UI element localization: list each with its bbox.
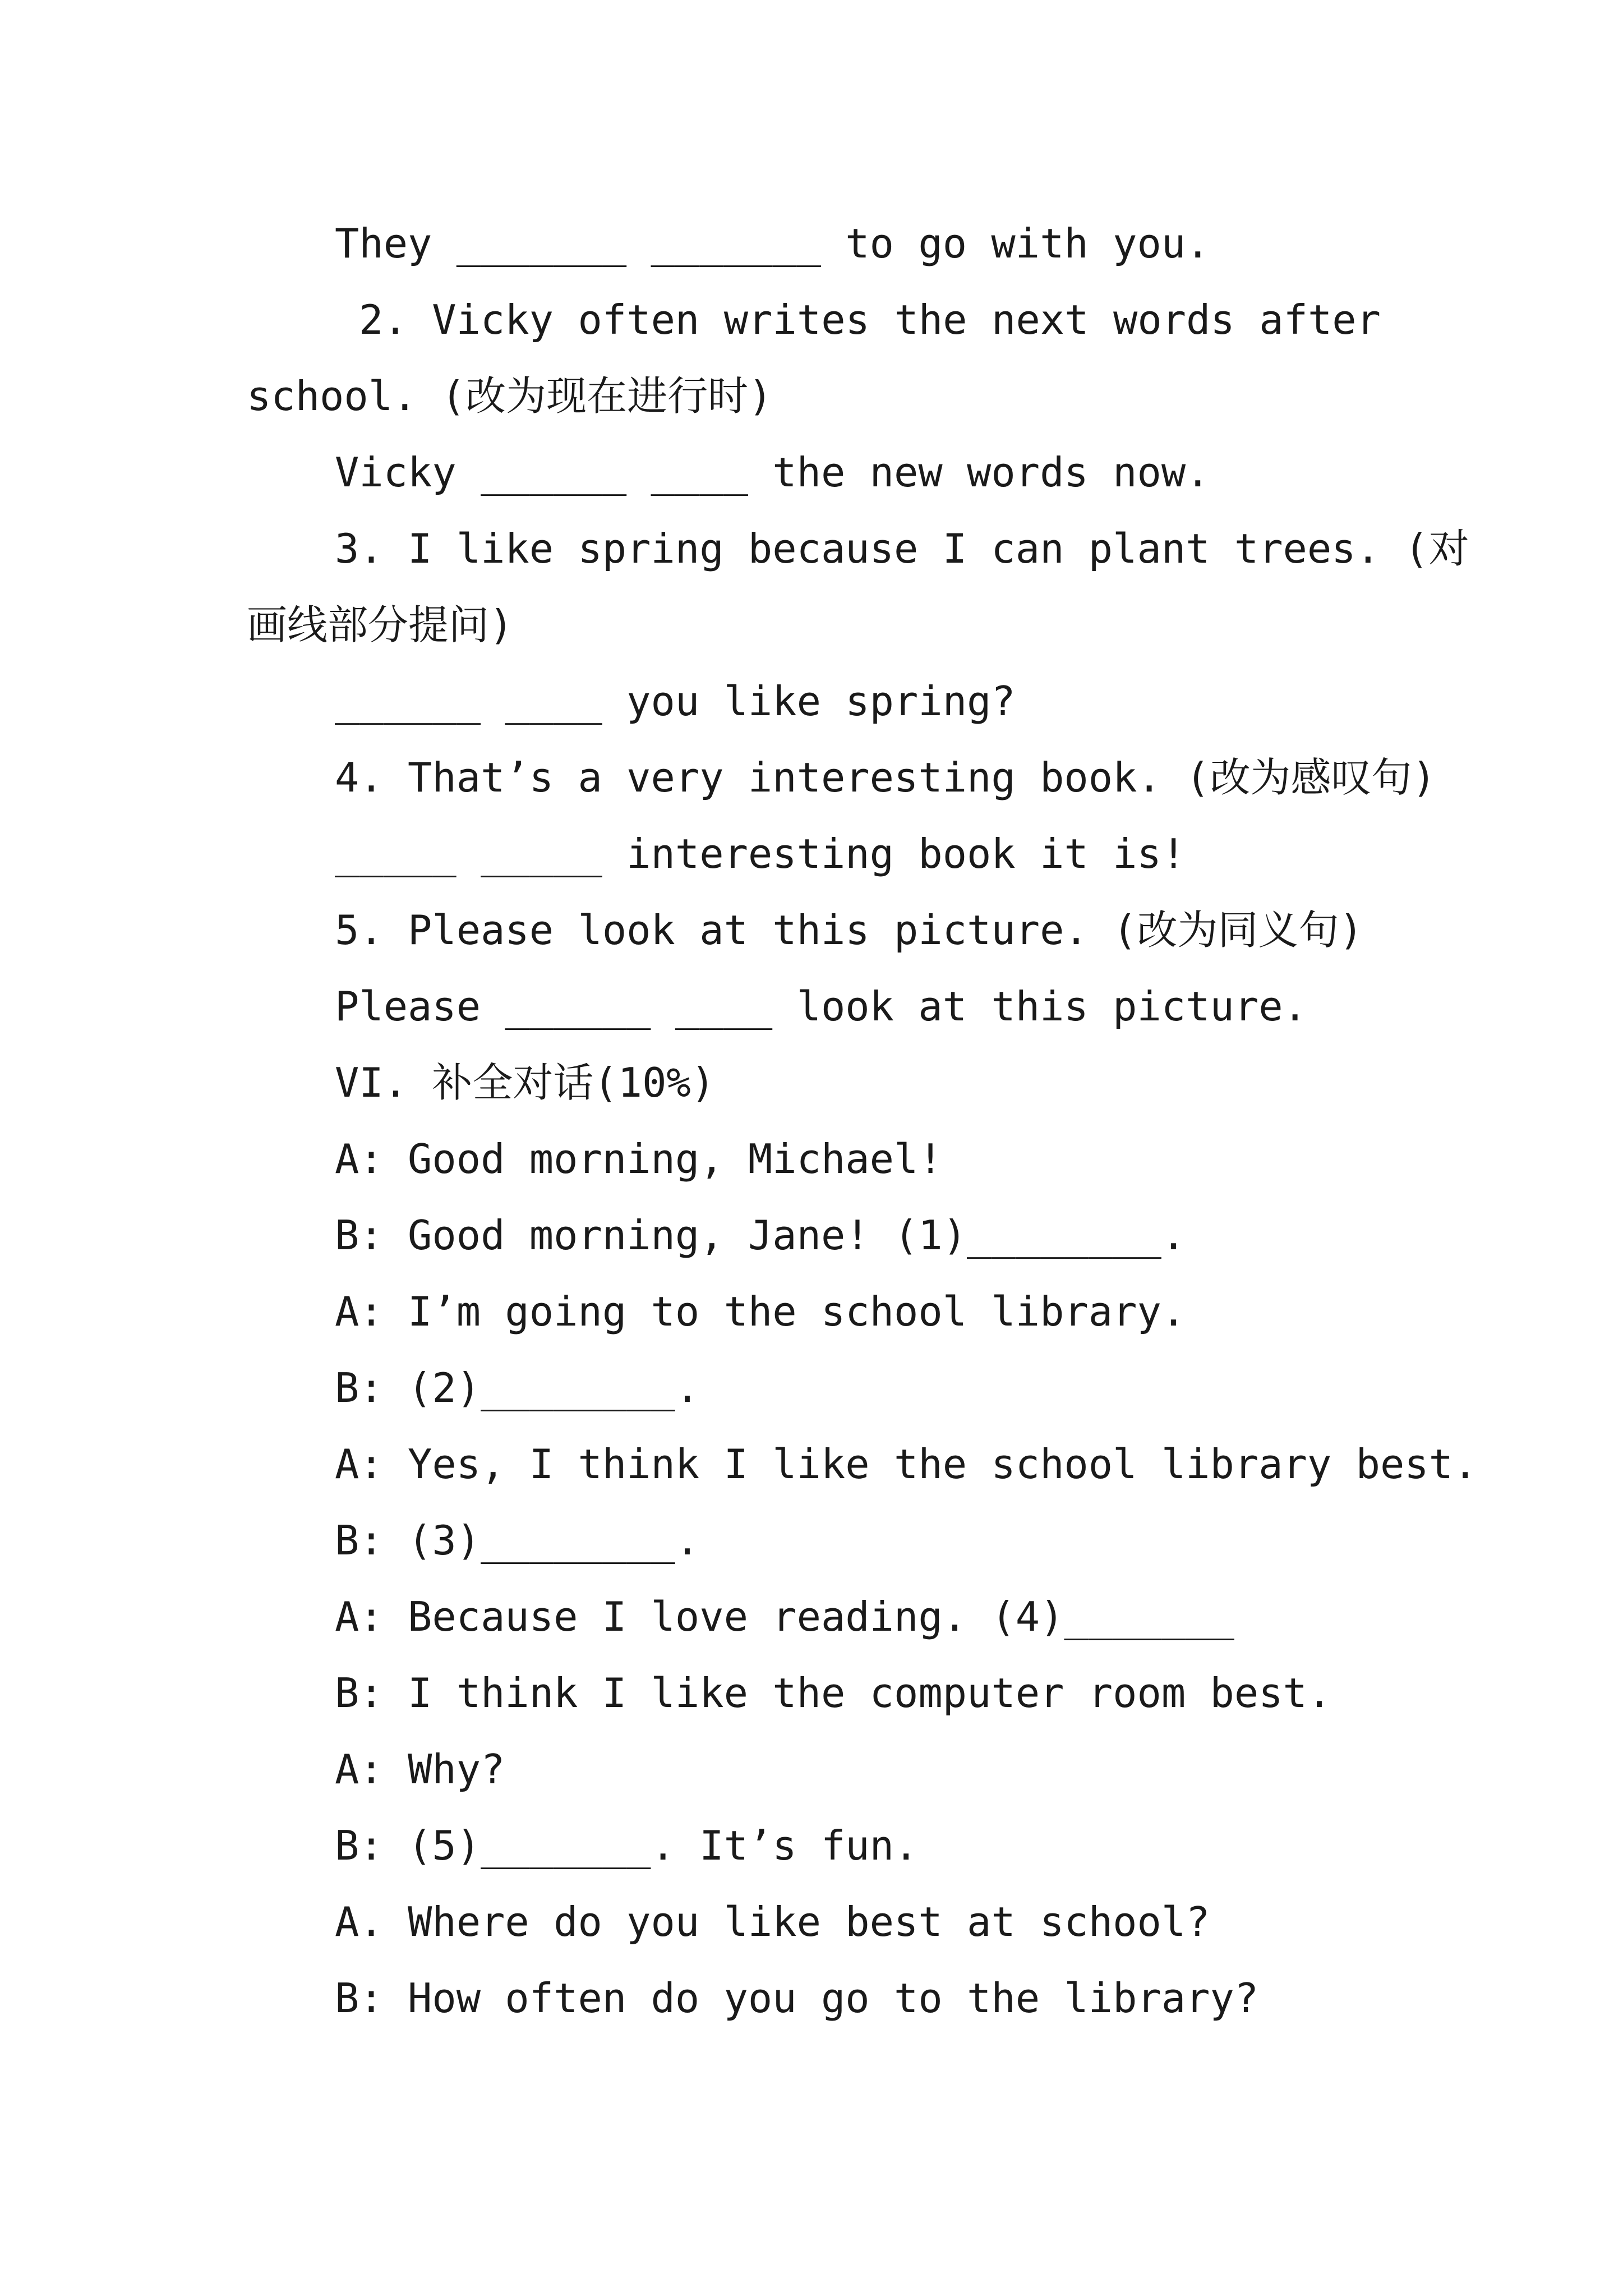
dialogue-line: A: I’m going to the school library.	[335, 1288, 1186, 1335]
question-2-continued: school. (改为现在进行时)	[247, 372, 773, 420]
question-4: 4. That’s a very interesting book. (改为感叹句)	[335, 754, 1436, 801]
dialogue-line: A: Good morning, Michael!	[335, 1135, 943, 1182]
dialogue-line: B: (2)________.	[335, 1364, 700, 1411]
dialogue-line: A: Because I love reading. (4)_______	[335, 1593, 1234, 1640]
rewrite-answer-line-5: Please ______ ____ look at this picture.	[335, 983, 1307, 1030]
dialogue-line: A: Yes, I think I like the school library best.	[335, 1441, 1478, 1488]
dialogue-line: B: Good morning, Jane! (1)________.	[335, 1212, 1186, 1259]
section-heading: VI. 补全对话(10%)	[335, 1059, 716, 1106]
question-2: 2. Vicky often writes the next words after	[359, 296, 1381, 343]
dialogue-line: A: Why?	[335, 1746, 505, 1793]
rewrite-answer-line-2: Vicky ______ ____ the new words now.	[335, 449, 1210, 496]
question-5: 5. Please look at this picture. (改为同义句)	[335, 907, 1363, 954]
dialogue-line: B: (3)________.	[335, 1517, 700, 1564]
dialogue-line: B: I think I like the computer room best.	[335, 1669, 1332, 1717]
rewrite-answer-line-3: ______ ____ you like spring?	[335, 678, 1016, 725]
question-3-continued: 画线部分提问)	[247, 601, 514, 648]
rewrite-answer-line-4: _____ _____ interesting book it is!	[335, 830, 1186, 877]
dialogue-line: B: (5)_______. It’s fun.	[335, 1822, 919, 1869]
answer-option: A. Where do you like best at school?	[335, 1898, 1210, 1945]
question-3: 3. I like spring because I can plant trees. (对	[335, 525, 1469, 572]
answer-option: B: How often do you go to the library?	[335, 1975, 1259, 2022]
rewrite-answer-line-1: They _______ _______ to go with you.	[335, 220, 1210, 267]
